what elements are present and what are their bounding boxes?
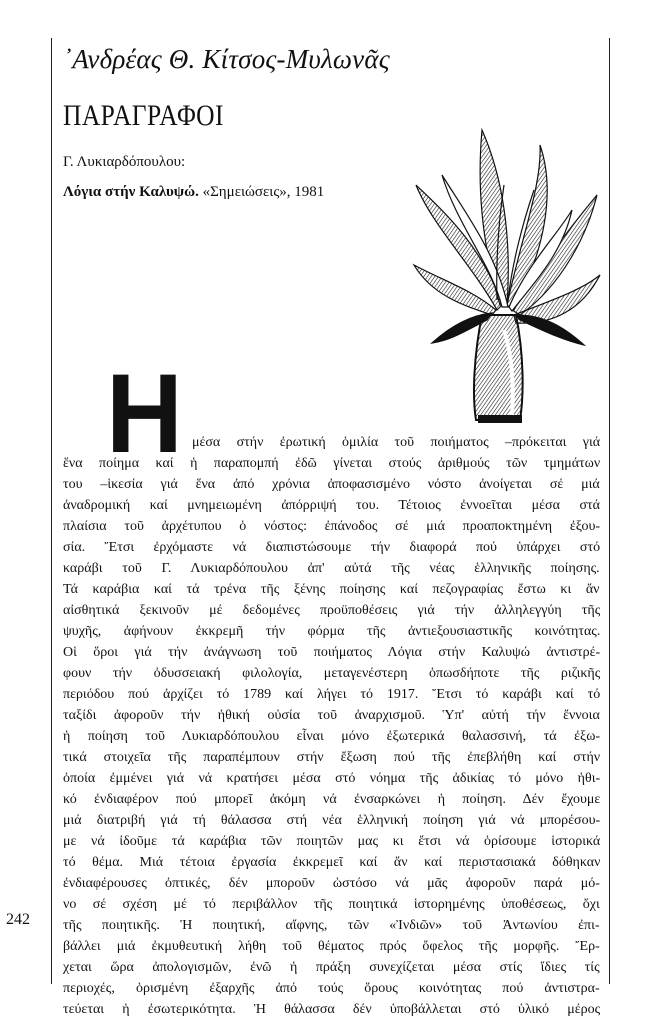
body-line: με νά ἰδοῦμε τά καράβια τῶν ποιητῶν μας κι ἔτσι νά ὁρίσουμε ἱστορικά bbox=[63, 834, 600, 849]
body-line: ὁποία ἐμμένει γιά νά κρατήσει μέσα στό νόημα τῆς ἀδικίας τό μόνο ἠθι- bbox=[63, 771, 600, 786]
body-line: του –ἱκεσία γιά ἕνα ἀπό χρόνια ἀποφασισμένο νόστο ἀνοίγεται σέ μιά bbox=[63, 477, 600, 492]
body-line: περιοχές, ὁρισμένη ἐξαρχῆς ἀπό τούς ὅρους κοινότητας πού ἀντιστρα- bbox=[63, 981, 600, 996]
body-line: τεύεται ἡ ἐσωτερικότητα. Ἡ θάλασσα δέν ὑποβάλλεται στό ὑλικό μέρος bbox=[63, 1002, 600, 1017]
body-line: Τά καράβια καί τά τρένα τῆς ξένης ποίησης καί πεζογραφίας ἔστω κι ἄν bbox=[63, 582, 600, 597]
body-line: τῆς ποιητικῆς. Ἡ ποιητική, αἴφνης, τῶν «Ἰνδιῶν» τοῦ Ἀντωνίου ἐπι- bbox=[63, 918, 600, 933]
body-line: αἰσθητικά ξεκινοῦν μέ δεδομένες προϋποθέσεις γιά τήν ἀλληλεγγύη τῆς bbox=[63, 603, 600, 618]
plant-in-vase-icon bbox=[412, 115, 602, 425]
body-line: ταξίδι ἀφοροῦν τήν ἠθική οὐσία τοῦ ἀναρχισμοῦ. Ὑπ' αὐτή τήν ἔννοια bbox=[63, 708, 600, 723]
body-line: μιά διατριβή γιά τή θάλασσα στή νέα ἑλληνική ποίηση γιά νά μπορέσου- bbox=[63, 813, 600, 828]
body-line: χεται ὥρα ἀπολογισμῶν, ἐνῶ ἡ πράξη συνεχίζεται μέσα στίς ἴδιες τίς bbox=[63, 960, 600, 975]
dedication-line: Γ. Λυκιαρδόπουλου: bbox=[63, 154, 186, 170]
page-title: ΠΑΡΑΓΡΑΦΟΙ bbox=[63, 99, 224, 132]
body-line: βάλλει μιά ἐκμυθευτική λήθη τοῦ θέματος πρός ὄφελος τῆς μορφῆς. Ἔρ- bbox=[63, 939, 600, 954]
body-line: καράβι τοῦ Γ. Λυκιαρδόπουλου ἀπ' αὐτά τῆς νέας ἑλληνικῆς ποίησης. bbox=[63, 561, 600, 576]
source-title: Λόγια στήν Καλυψώ. bbox=[63, 184, 199, 200]
right-margin-rule bbox=[609, 38, 610, 984]
body-line: ἐνδιαφέρουσες ὀπτικές, δέν μποροῦν ὡστόσο νά μᾶς ἀφοροῦν παρά μό- bbox=[63, 876, 600, 891]
source-details: «Σημειώσεις», 1981 bbox=[198, 184, 325, 200]
body-line: ψυχῆς, ἀφήνουν ἐκκρεμῆ τήν φόρμα τῆς ἀντιεξουσιαστικῆς κοινότητας. bbox=[63, 624, 600, 639]
body-line: νο σέ σχέση μέ τό περιβάλλον τῆς ποιητικά ἱστορημένης ὑποθέσεως, ὄχι bbox=[63, 897, 600, 912]
body-line: ἀναδρομική καί μνημειωμένη ἀπόρριψή του. Τέτοιος ἐννοεῖται μέσα στά bbox=[63, 498, 600, 513]
author-name: ᾿Ανδρέας Θ. Κίτσος-Μυλωνᾶς bbox=[63, 44, 390, 74]
body-line: ἕνα ποίημα καί ἡ παραπομπή ἐδῶ γίνεται στούς ἀριθμούς τῶν τμημάτων bbox=[63, 456, 600, 471]
drop-cap: Η bbox=[106, 351, 183, 476]
body-line: τικά στοιχεῖα τῆς παραπέμπουν στήν ἔξωση πού τῆς ἐπεβλήθη καί στήν bbox=[63, 750, 600, 765]
body-line: σία. Ἔτσι ἐρχόμαστε νά διαπιστώσουμε τήν διαφορά πού ὑπάρχει στό bbox=[63, 540, 600, 555]
body-line: Οἱ ὅροι γιά τήν ἀνάγνωση τοῦ ποιήματος Λόγια στήν Καλυψώ ἀντιστρέ- bbox=[63, 645, 600, 660]
body-line: τό θέμα. Μιά τέτοια ἐργασία ἐκκρεμεῖ καί ἄν καί περιστασιακά δόθηκαν bbox=[63, 855, 600, 870]
source-line bbox=[63, 184, 324, 201]
body-line: κό ἐνδιαφέρον πού μπορεῖ ἀκόμη νά ἐνσαρκώνει ἡ ποίηση. Δέν ἔχουμε bbox=[63, 792, 600, 807]
body-line: ἡ ποίηση τοῦ Λυκιαρδόπουλου εἶναι μόνο ἐξωτερικά θαλασσινή, τά ἐξω- bbox=[63, 729, 600, 744]
body-line: φουν τήν ὀδυσσειακή φιλολογία, μεταγενέστερη ὁπωσδήποτε τῆς ριζικῆς bbox=[63, 666, 600, 681]
body-line: μέσα στήν ἐρωτική ὁμιλία τοῦ ποιήματος –πρόκειται γιά bbox=[192, 435, 600, 450]
left-margin-rule bbox=[51, 38, 52, 984]
body-line: περιόδου πού ἀρχίζει τό 1789 καί λήγει τό 1917. Ἔτσι τό καράβι καί τό bbox=[63, 687, 600, 702]
body-line: πλαίσια τοῦ ἀρχέτυπου ὁ νόστος: ἐπάνοδος σέ μιά προαποκτημένη ἐξου- bbox=[63, 519, 600, 534]
page-number: 242 bbox=[6, 911, 30, 928]
